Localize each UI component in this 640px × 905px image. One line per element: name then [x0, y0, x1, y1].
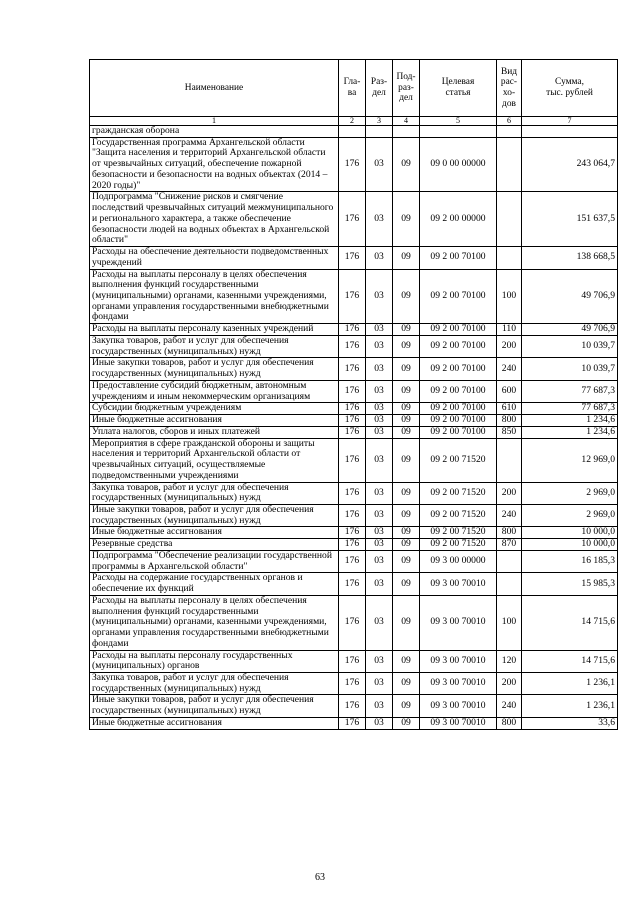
cell-sum: 1 236,1	[522, 672, 618, 694]
cell-name: Резервные средства	[90, 539, 339, 551]
cell-podrazdel: 09	[393, 403, 420, 415]
cell-razdel: 03	[366, 192, 393, 247]
cell-sum: 1 236,1	[522, 695, 618, 717]
cell-razdel: 03	[366, 247, 393, 269]
cell-sum: 12 969,0	[522, 438, 618, 482]
cell-podrazdel: 09	[393, 137, 420, 192]
cell-podrazdel: 09	[393, 269, 420, 324]
cell-name: Уплата налогов, сборов и иных платежей	[90, 426, 339, 438]
column-number: 1	[90, 117, 339, 126]
cell-razdel: 03	[366, 717, 393, 729]
cell-sum: 151 637,5	[522, 192, 618, 247]
cell-target: 09 3 00 70010	[420, 595, 497, 650]
cell-podrazdel: 09	[393, 482, 420, 504]
cell-sum: 16 185,3	[522, 550, 618, 572]
header-glava: Гла- ва	[339, 60, 366, 117]
table-header	[90, 60, 618, 126]
cell-razdel: 03	[366, 335, 393, 357]
cell-podrazdel: 09	[393, 415, 420, 427]
cell-podrazdel: 09	[393, 650, 420, 672]
cell-podrazdel: 09	[393, 539, 420, 551]
cell-target: 09 2 00 00000	[420, 192, 497, 247]
cell-razdel: 03	[366, 438, 393, 482]
cell-glava: 176	[339, 650, 366, 672]
table-row	[90, 126, 618, 138]
cell-target: 09 2 00 71520	[420, 504, 497, 526]
table-row	[90, 358, 618, 380]
cell-glava: 176	[339, 504, 366, 526]
table-row	[90, 137, 618, 192]
cell-vid	[497, 247, 522, 269]
table-row	[90, 595, 618, 650]
cell-podrazdel: 09	[393, 550, 420, 572]
cell-target: 09 3 00 70010	[420, 672, 497, 694]
cell-sum: 2 969,0	[522, 482, 618, 504]
cell-glava: 176	[339, 426, 366, 438]
cell-razdel: 03	[366, 573, 393, 595]
table-row	[90, 717, 618, 729]
cell-vid: 200	[497, 335, 522, 357]
column-number: 6	[497, 117, 522, 126]
cell-target: 09 2 00 70100	[420, 335, 497, 357]
cell-vid: 100	[497, 595, 522, 650]
cell-vid: 800	[497, 717, 522, 729]
cell-sum: 10 039,7	[522, 358, 618, 380]
cell-name: Иные закупки товаров, работ и услуг для обеспечения государственных (муниципальных) нужд	[90, 358, 339, 380]
cell-sum: 1 234,6	[522, 426, 618, 438]
cell-glava: 176	[339, 335, 366, 357]
cell-vid: 240	[497, 695, 522, 717]
table-row	[90, 650, 618, 672]
table-row	[90, 550, 618, 572]
table-row	[90, 482, 618, 504]
cell-glava: 176	[339, 438, 366, 482]
cell-glava: 176	[339, 595, 366, 650]
cell-vid: 110	[497, 324, 522, 336]
cell-target: 09 2 00 71520	[420, 539, 497, 551]
table-row	[90, 269, 618, 324]
cell-name: Иные бюджетные ассигнования	[90, 717, 339, 729]
cell-vid	[497, 550, 522, 572]
cell-vid: 610	[497, 403, 522, 415]
table-body	[90, 126, 618, 730]
table-row	[90, 527, 618, 539]
cell-podrazdel: 09	[393, 695, 420, 717]
header-vid: Вид рас- хо- дов	[497, 60, 522, 117]
cell-podrazdel: 09	[393, 438, 420, 482]
cell-glava: 176	[339, 192, 366, 247]
cell-target: 09 3 00 70010	[420, 573, 497, 595]
cell-razdel: 03	[366, 539, 393, 551]
page-number: 63	[315, 872, 325, 883]
cell-razdel: 03	[366, 403, 393, 415]
cell-target: 09 2 00 70100	[420, 358, 497, 380]
cell-podrazdel: 09	[393, 595, 420, 650]
cell-glava: 176	[339, 358, 366, 380]
cell-razdel: 03	[366, 504, 393, 526]
cell-target: 09 2 00 70100	[420, 403, 497, 415]
cell-glava: 176	[339, 269, 366, 324]
table-row	[90, 247, 618, 269]
cell-podrazdel: 09	[393, 192, 420, 247]
table-row	[90, 695, 618, 717]
cell-sum: 77 687,3	[522, 403, 618, 415]
table-row	[90, 539, 618, 551]
cell-glava	[339, 126, 366, 138]
cell-name: Подпрограмма "Обеспечение реализации государственной программы в Архангельской области"	[90, 550, 339, 572]
cell-target: 09 2 00 71520	[420, 527, 497, 539]
table-row	[90, 415, 618, 427]
cell-vid: 800	[497, 415, 522, 427]
cell-sum: 14 715,6	[522, 650, 618, 672]
cell-razdel: 03	[366, 426, 393, 438]
cell-target: 09 3 00 00000	[420, 550, 497, 572]
table-row	[90, 380, 618, 402]
cell-razdel: 03	[366, 550, 393, 572]
cell-razdel	[366, 126, 393, 138]
cell-sum: 10 000,0	[522, 527, 618, 539]
cell-vid	[497, 126, 522, 138]
cell-name: Расходы на обеспечение деятельности подведомственных учреждений	[90, 247, 339, 269]
cell-glava: 176	[339, 695, 366, 717]
cell-vid	[497, 192, 522, 247]
cell-razdel: 03	[366, 595, 393, 650]
cell-target: 09 2 00 70100	[420, 380, 497, 402]
cell-sum: 33,6	[522, 717, 618, 729]
cell-podrazdel: 09	[393, 358, 420, 380]
cell-name: Закупка товаров, работ и услуг для обеспечения государственных (муниципальных) нужд	[90, 335, 339, 357]
cell-vid: 240	[497, 504, 522, 526]
cell-razdel: 03	[366, 415, 393, 427]
table-row	[90, 504, 618, 526]
header-sum: Сумма, тыс. рублей	[522, 60, 618, 117]
cell-sum: 10 000,0	[522, 539, 618, 551]
cell-glava: 176	[339, 573, 366, 595]
cell-sum: 1 234,6	[522, 415, 618, 427]
cell-vid: 850	[497, 426, 522, 438]
cell-vid	[497, 438, 522, 482]
cell-razdel: 03	[366, 527, 393, 539]
cell-glava: 176	[339, 539, 366, 551]
cell-target: 09 2 00 70100	[420, 247, 497, 269]
cell-sum: 77 687,3	[522, 380, 618, 402]
cell-name: Иные бюджетные ассигнования	[90, 527, 339, 539]
cell-vid: 200	[497, 482, 522, 504]
table-row	[90, 672, 618, 694]
header-name: Наименование	[90, 60, 339, 117]
cell-target: 09 2 00 70100	[420, 426, 497, 438]
cell-name: Иные бюджетные ассигнования	[90, 415, 339, 427]
cell-name: Расходы на содержание государственных органов и обеспечение их функций	[90, 573, 339, 595]
cell-name: Расходы на выплаты персоналу казенных учреждений	[90, 324, 339, 336]
cell-sum: 10 039,7	[522, 335, 618, 357]
table-row	[90, 324, 618, 336]
cell-razdel: 03	[366, 269, 393, 324]
cell-target: 09 0 00 00000	[420, 137, 497, 192]
cell-sum	[522, 126, 618, 138]
cell-glava: 176	[339, 717, 366, 729]
cell-vid: 800	[497, 527, 522, 539]
cell-vid: 240	[497, 358, 522, 380]
cell-target	[420, 126, 497, 138]
cell-name: Закупка товаров, работ и услуг для обеспечения государственных (муниципальных) нужд	[90, 672, 339, 694]
table-row	[90, 573, 618, 595]
cell-vid: 100	[497, 269, 522, 324]
column-number: 5	[420, 117, 497, 126]
cell-name: Иные закупки товаров, работ и услуг для обеспечения государственных (муниципальных) нужд	[90, 695, 339, 717]
cell-vid	[497, 137, 522, 192]
header-razdel: Раз- дел	[366, 60, 393, 117]
cell-podrazdel: 09	[393, 335, 420, 357]
column-number: 2	[339, 117, 366, 126]
cell-podrazdel: 09	[393, 504, 420, 526]
cell-name: Расходы на выплаты персоналу в целях обеспечения выполнения функций государственными (муниципальными) органами, казенными учреждениями, органами управления государственными внебюджетными фондами	[90, 269, 339, 324]
cell-sum: 2 969,0	[522, 504, 618, 526]
cell-vid: 600	[497, 380, 522, 402]
cell-name: Государственная программа Архангельской области "Защита населения и территорий Архангельской области от чрезвычайных ситуаций, обеспечение пожарной безопасности и безопасности на водных объектах (2014 – 2020 годы)"	[90, 137, 339, 192]
cell-vid: 120	[497, 650, 522, 672]
cell-target: 09 2 00 71520	[420, 438, 497, 482]
cell-glava: 176	[339, 403, 366, 415]
table-row	[90, 403, 618, 415]
cell-podrazdel: 09	[393, 717, 420, 729]
cell-name: Расходы на выплаты персоналу государственных (муниципальных) органов	[90, 650, 339, 672]
column-number: 4	[393, 117, 420, 126]
cell-name: Расходы на выплаты персоналу в целях обеспечения выполнения функций государственными (муниципальными) органами, казенными учреждениями, органами управления государственными внебюджетными фондами	[90, 595, 339, 650]
cell-vid	[497, 573, 522, 595]
cell-glava: 176	[339, 137, 366, 192]
cell-target: 09 2 00 70100	[420, 415, 497, 427]
cell-glava: 176	[339, 247, 366, 269]
cell-sum: 15 985,3	[522, 573, 618, 595]
column-number: 7	[522, 117, 618, 126]
cell-name: Мероприятия в сфере гражданской обороны и защиты населения и территорий Архангельской области от чрезвычайных ситуаций, осуществляемые подведомственными учреждениями	[90, 438, 339, 482]
cell-name: Закупка товаров, работ и услуг для обеспечения государственных (муниципальных) нужд	[90, 482, 339, 504]
cell-podrazdel: 09	[393, 527, 420, 539]
cell-target: 09 3 00 70010	[420, 695, 497, 717]
cell-podrazdel: 09	[393, 247, 420, 269]
cell-razdel: 03	[366, 380, 393, 402]
cell-podrazdel: 09	[393, 324, 420, 336]
cell-razdel: 03	[366, 650, 393, 672]
cell-podrazdel: 09	[393, 573, 420, 595]
cell-target: 09 2 00 71520	[420, 482, 497, 504]
cell-podrazdel	[393, 126, 420, 138]
cell-sum: 243 064,7	[522, 137, 618, 192]
cell-target: 09 2 00 70100	[420, 269, 497, 324]
cell-vid: 200	[497, 672, 522, 694]
cell-vid: 870	[497, 539, 522, 551]
cell-razdel: 03	[366, 324, 393, 336]
cell-sum: 14 715,6	[522, 595, 618, 650]
cell-sum: 138 668,5	[522, 247, 618, 269]
budget-sheet	[89, 59, 618, 730]
table-row	[90, 438, 618, 482]
cell-glava: 176	[339, 380, 366, 402]
cell-sum: 49 706,9	[522, 324, 618, 336]
cell-podrazdel: 09	[393, 672, 420, 694]
cell-podrazdel: 09	[393, 380, 420, 402]
column-number: 3	[366, 117, 393, 126]
cell-glava: 176	[339, 415, 366, 427]
cell-name: гражданская оборона	[90, 126, 339, 138]
cell-sum: 49 706,9	[522, 269, 618, 324]
header-target: Целевая статья	[420, 60, 497, 117]
cell-name: Предоставление субсидий бюджетным, автономным учреждениям и иным некоммерческим организациям	[90, 380, 339, 402]
cell-glava: 176	[339, 324, 366, 336]
table-row	[90, 426, 618, 438]
cell-glava: 176	[339, 482, 366, 504]
cell-glava: 176	[339, 527, 366, 539]
header-row	[90, 60, 618, 117]
table-row	[90, 335, 618, 357]
cell-name: Иные закупки товаров, работ и услуг для обеспечения государственных (муниципальных) нужд	[90, 504, 339, 526]
cell-target: 09 3 00 70010	[420, 717, 497, 729]
cell-podrazdel: 09	[393, 426, 420, 438]
cell-razdel: 03	[366, 137, 393, 192]
cell-target: 09 2 00 70100	[420, 324, 497, 336]
cell-target: 09 3 00 70010	[420, 650, 497, 672]
cell-glava: 176	[339, 550, 366, 572]
cell-name: Подпрограмма "Снижение рисков и смягчение последствий чрезвычайных ситуаций межмуниципального и регионального характера, а также обеспечение безопасности людей на водных объектах в Архангельской области"	[90, 192, 339, 247]
cell-name: Субсидии бюджетным учреждениям	[90, 403, 339, 415]
budget-table	[89, 59, 618, 730]
cell-glava: 176	[339, 672, 366, 694]
cell-razdel: 03	[366, 358, 393, 380]
cell-razdel: 03	[366, 482, 393, 504]
cell-razdel: 03	[366, 695, 393, 717]
table-row	[90, 192, 618, 247]
cell-razdel: 03	[366, 672, 393, 694]
header-podrazdel: Под- раз- дел	[393, 60, 420, 117]
